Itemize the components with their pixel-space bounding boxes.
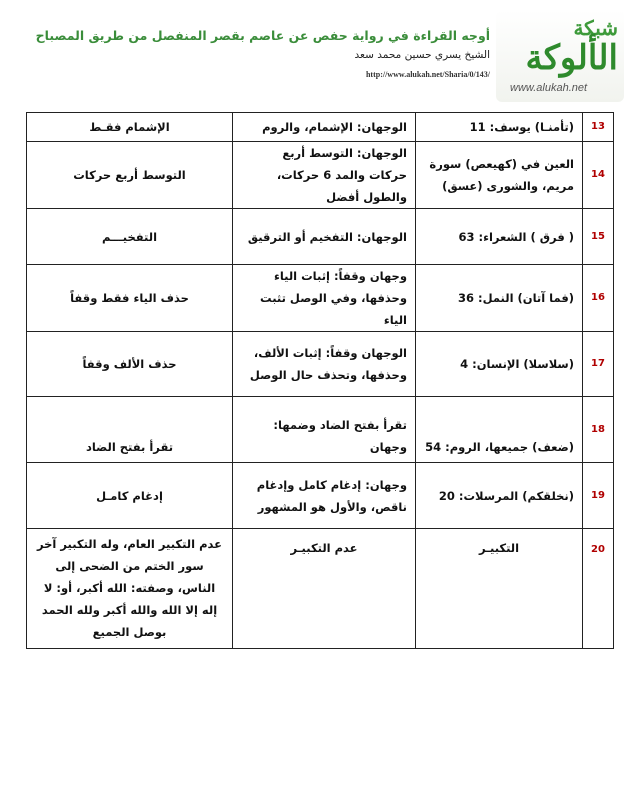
ways-cell: الوجهان: التوسط أربع حركات والمد 6 حركات، والطول أفضل: [233, 142, 416, 209]
row-number: 15: [583, 209, 614, 265]
ways-cell: الوجهان وقفاً: إثبات الألف، وحذفها، وتحذف حال الوصل: [233, 332, 416, 397]
word-cell: (سلاسلا) الإنسان: 4: [416, 332, 583, 397]
row-number: 14: [583, 142, 614, 209]
document-title: أوجه القراءة في رواية حفص عن عاصم بقصر المنفصل من طريق المصباح: [35, 28, 490, 43]
row-number: 17: [583, 332, 614, 397]
word-cell: (نخلقكم) المرسلات: 20: [416, 463, 583, 529]
logo-top-word: شبكة: [573, 16, 618, 40]
table-row: [27, 529, 614, 649]
adopted-cell: حذف الياء فقط وقفاً: [27, 265, 233, 332]
ways-cell: وجهان: إدغام كامل وإدغام ناقص، والأول هو المشهور: [233, 463, 416, 529]
word-cell: التكبيـر: [416, 529, 583, 649]
adopted-cell: إدغام كامـل: [27, 463, 233, 529]
ways-cell: تقرأ بفتح الضاد وضمها: وجهان: [233, 397, 416, 463]
table-row: [27, 142, 614, 209]
logo-main-word: الألوكة: [525, 38, 618, 78]
ways-cell: عدم التكبيـر: [233, 529, 416, 649]
word-cell: (تأمنـا) يوسف: 11: [416, 113, 583, 142]
adopted-cell: تقرأ بفتح الضاد: [27, 397, 233, 463]
adopted-cell: التوسط أربع حركات: [27, 142, 233, 209]
ways-cell: الوجهان: الإشمام، والروم: [233, 113, 416, 142]
source-url: http://www.alukah.net/Sharia/0/143/: [365, 70, 490, 79]
row-number: 13: [583, 113, 614, 142]
row-number: 16: [583, 265, 614, 332]
row-number: 20: [583, 529, 614, 649]
word-cell: (ضعف) جميعها، الروم: 54: [416, 397, 583, 463]
document-author: الشيخ يسري حسين محمد سعد: [354, 49, 490, 61]
table-row: [27, 463, 614, 529]
table-row: [27, 265, 614, 332]
table-row: [27, 332, 614, 397]
table-row: [27, 209, 614, 265]
table-row: [27, 397, 614, 463]
adopted-cell: الإشمام فقـط: [27, 113, 233, 142]
ways-cell: وجهان وقفاً: إثبات الياء وحذفها، وفي الوصل تثبت الياء: [233, 265, 416, 332]
row-number: 18: [583, 397, 614, 463]
word-cell: ( فرق ) الشعراء: 63: [416, 209, 583, 265]
row-number: 19: [583, 463, 614, 529]
adopted-cell: التفخيـــم: [27, 209, 233, 265]
logo-site: www.alukah.net: [510, 82, 588, 94]
word-cell: العين في (كهيعص) سورة مريم، والشورى (عسق): [416, 142, 583, 209]
readings-table: [26, 112, 614, 649]
adopted-cell: عدم التكبير العام، وله التكبير آخر سور الختم من الضحى إلى الناس، وصفته: الله أكبر، أو: لا إله إلا الله والله أكبر ولله الحمد بوصل الجميع: [27, 529, 233, 649]
table-row: [27, 113, 614, 142]
ways-cell: الوجهان: التفخيم أو الترقيق: [233, 209, 416, 265]
alukah-logo: [496, 10, 624, 102]
word-cell: (فما آتان) النمل: 36: [416, 265, 583, 332]
page-header: [0, 0, 630, 108]
adopted-cell: حذف الألف وقفاً: [27, 332, 233, 397]
